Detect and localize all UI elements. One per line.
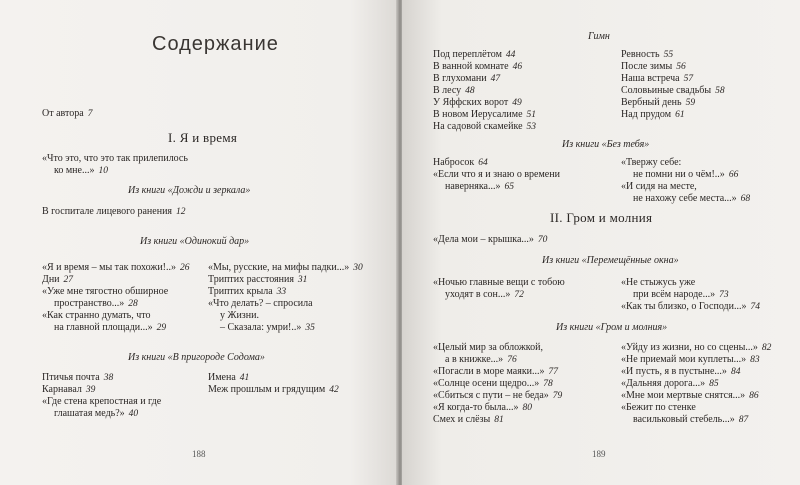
toc-entry: Птичья почта 38 [42, 372, 114, 383]
toc-entry: «Я когда-то была...» 80 [433, 402, 532, 413]
toc-entry: Имена 41 [208, 372, 250, 383]
toc-entry: «Целый мир за обложкой, [433, 342, 543, 353]
toc-column: «Я и время – мы так похожи!..» 26 Дни 27 «Уже мне тягостно обширное пространство...» 28 «Как странно думать, что на главной площади...» 29 [42, 262, 190, 333]
book-subheading: Из книги «Одинокий дар» [140, 236, 250, 247]
toc-entry: «Погасли в море маяки...» 77 [433, 366, 559, 377]
book-subheading: Гимн [588, 31, 610, 42]
toc-entry: «Если что я и знаю о времени [433, 169, 560, 180]
page-number: 189 [592, 449, 606, 459]
toc-entry: В глухомани 47 [433, 73, 501, 84]
toc-entry: Над прудом 61 [621, 109, 685, 120]
toc-entry: «Мы, русские, на мифы падки...» 30 [208, 262, 363, 273]
book-subheading: Из книги «В пригороде Содома» [128, 352, 265, 363]
toc-entry: «Бежит по стенке [621, 402, 696, 413]
toc-entry: «Где стена крепостная и где [42, 396, 162, 407]
toc-entry: «Дальняя дорога...» 85 [621, 378, 719, 389]
toc-entry: В госпитале лицевого ранения 12 [42, 206, 186, 217]
toc-column: «Не стыжусь уже при всём народе...» 73 «Как ты близко, о Господи...» 74 [621, 277, 760, 312]
toc-column: «Ночью главные вещи с тобою уходят в сон...» 72 [433, 277, 565, 300]
toc-entry: Под переплётом 44 [433, 49, 516, 60]
toc-entry: «Что делать? – спросила [208, 298, 313, 309]
toc-entry: «Сбиться с пути – не беда» 79 [433, 390, 563, 401]
toc-entry: У Яффских ворот 49 [433, 97, 522, 108]
toc-entry: «Не приемай мои куплеты...» 83 [621, 354, 760, 365]
toc-entry: Триптих расстояния 31 [208, 274, 308, 285]
page-number: 188 [192, 449, 206, 459]
toc-column: Набросок 64 «Если что я и знаю о времени наверняка...» 65 [433, 157, 560, 192]
toc-entry: «Что это, что это так прилепилось ко мне...» 10 [42, 153, 188, 176]
toc-entry: «Мне мои мертвые снятся...» 86 [621, 390, 759, 401]
toc-entry: «Уже мне тягостно обширное [42, 286, 169, 297]
toc-entry: Дни 27 [42, 274, 74, 285]
book-subheading: Из книги «Перемещённые окна» [542, 255, 679, 266]
toc-entry: Смех и слёзы 81 [433, 414, 504, 425]
toc-entry: Соловьиные свадьбы 58 [621, 85, 725, 96]
left-page [0, 0, 398, 485]
toc-column: «Твержу себе: не помни ни о чём!..» 66 «И сидя на месте, не нахожу себе места...» 68 [621, 157, 751, 204]
toc-column: «Уйду из жизни, но со сцены...» 82 «Не приемай мои куплеты...» 83 «И пусть, я в пустыне...» 84 «Дальняя дорога...» 85 «Мне мои мертвые снятся...» 86 «Бежит по стенке васильковый стебель...» 87 [621, 342, 772, 425]
toc-entry: От автора 7 [42, 108, 93, 119]
toc-entry: «Ночью главные вещи с тобою [433, 277, 565, 288]
toc-column: «Мы, русские, на мифы падки...» 30 Триптих расстояния 31 Триптих крыла 33 «Что делать? – спросила у Жизни. – Сказала: умри!..» 35 [208, 262, 363, 333]
toc-column [433, 49, 536, 133]
toc-entry: «И пусть, я в пустыне...» 84 [621, 366, 741, 377]
toc-entry: «Не стыжусь уже [621, 277, 696, 288]
toc-entry: «Как странно думать, что [42, 310, 151, 321]
section-heading: I. Я и время [168, 130, 238, 145]
toc-entry: Вербный день 59 [621, 97, 696, 108]
toc-entry: «Дела мои – крышка...» 70 [433, 234, 548, 245]
toc-entry: Ревность 55 [621, 49, 674, 60]
toc-entry: «Я и время – мы так похожи!..» 26 [42, 262, 190, 273]
page-title: Содержание [152, 33, 279, 55]
toc-entry: Карнавал 39 [42, 384, 96, 395]
toc-entry: Меж прошлым и грядущим 42 [208, 384, 339, 395]
toc-entry: Триптих крыла 33 [208, 286, 287, 297]
section-heading: II. Гром и молния [550, 210, 653, 225]
toc-entry: «Солнце осени щедро...» 78 [433, 378, 553, 389]
toc-entry: Набросок 64 [433, 157, 488, 168]
toc-entry: «И сидя на месте, [621, 181, 697, 192]
toc-entry: «Как ты близко, о Господи...» 74 [621, 301, 760, 312]
toc-entry: Наша встреча 57 [621, 73, 694, 84]
toc-entry: В лесу 48 [433, 85, 475, 96]
toc-entry: «Уйду из жизни, но со сцены...» 82 [621, 342, 772, 353]
toc-entry: В ванной комнате 46 [433, 61, 523, 72]
toc-column: «Целый мир за обложкой, а в книжке...» 76 «Погасли в море маяки...» 77 «Солнце осени щедро...» 78 «Сбиться с пути – не беда» 79 «Я когда-то была...» 80 Смех и слёзы 81 [433, 342, 563, 425]
book-subheading: Из книги «Дожди и зеркала» [128, 185, 251, 196]
toc-entry: «Твержу себе: [621, 157, 682, 168]
book-subheading: Из книги «Без тебя» [562, 139, 650, 150]
toc-entry: В новом Иерусалиме 51 [433, 109, 537, 120]
toc-column [621, 49, 725, 121]
right-page [402, 0, 800, 485]
toc-entry: На садовой скамейке 53 [433, 121, 537, 132]
toc-column: Птичья почта 38 Карнавал 39 «Где стена крепостная и где глашатая медь?» 40 [42, 372, 162, 419]
toc-column [208, 372, 339, 396]
book-subheading: Из книги «Гром и молния» [556, 322, 668, 333]
toc-entry: После зимы 56 [621, 61, 686, 72]
